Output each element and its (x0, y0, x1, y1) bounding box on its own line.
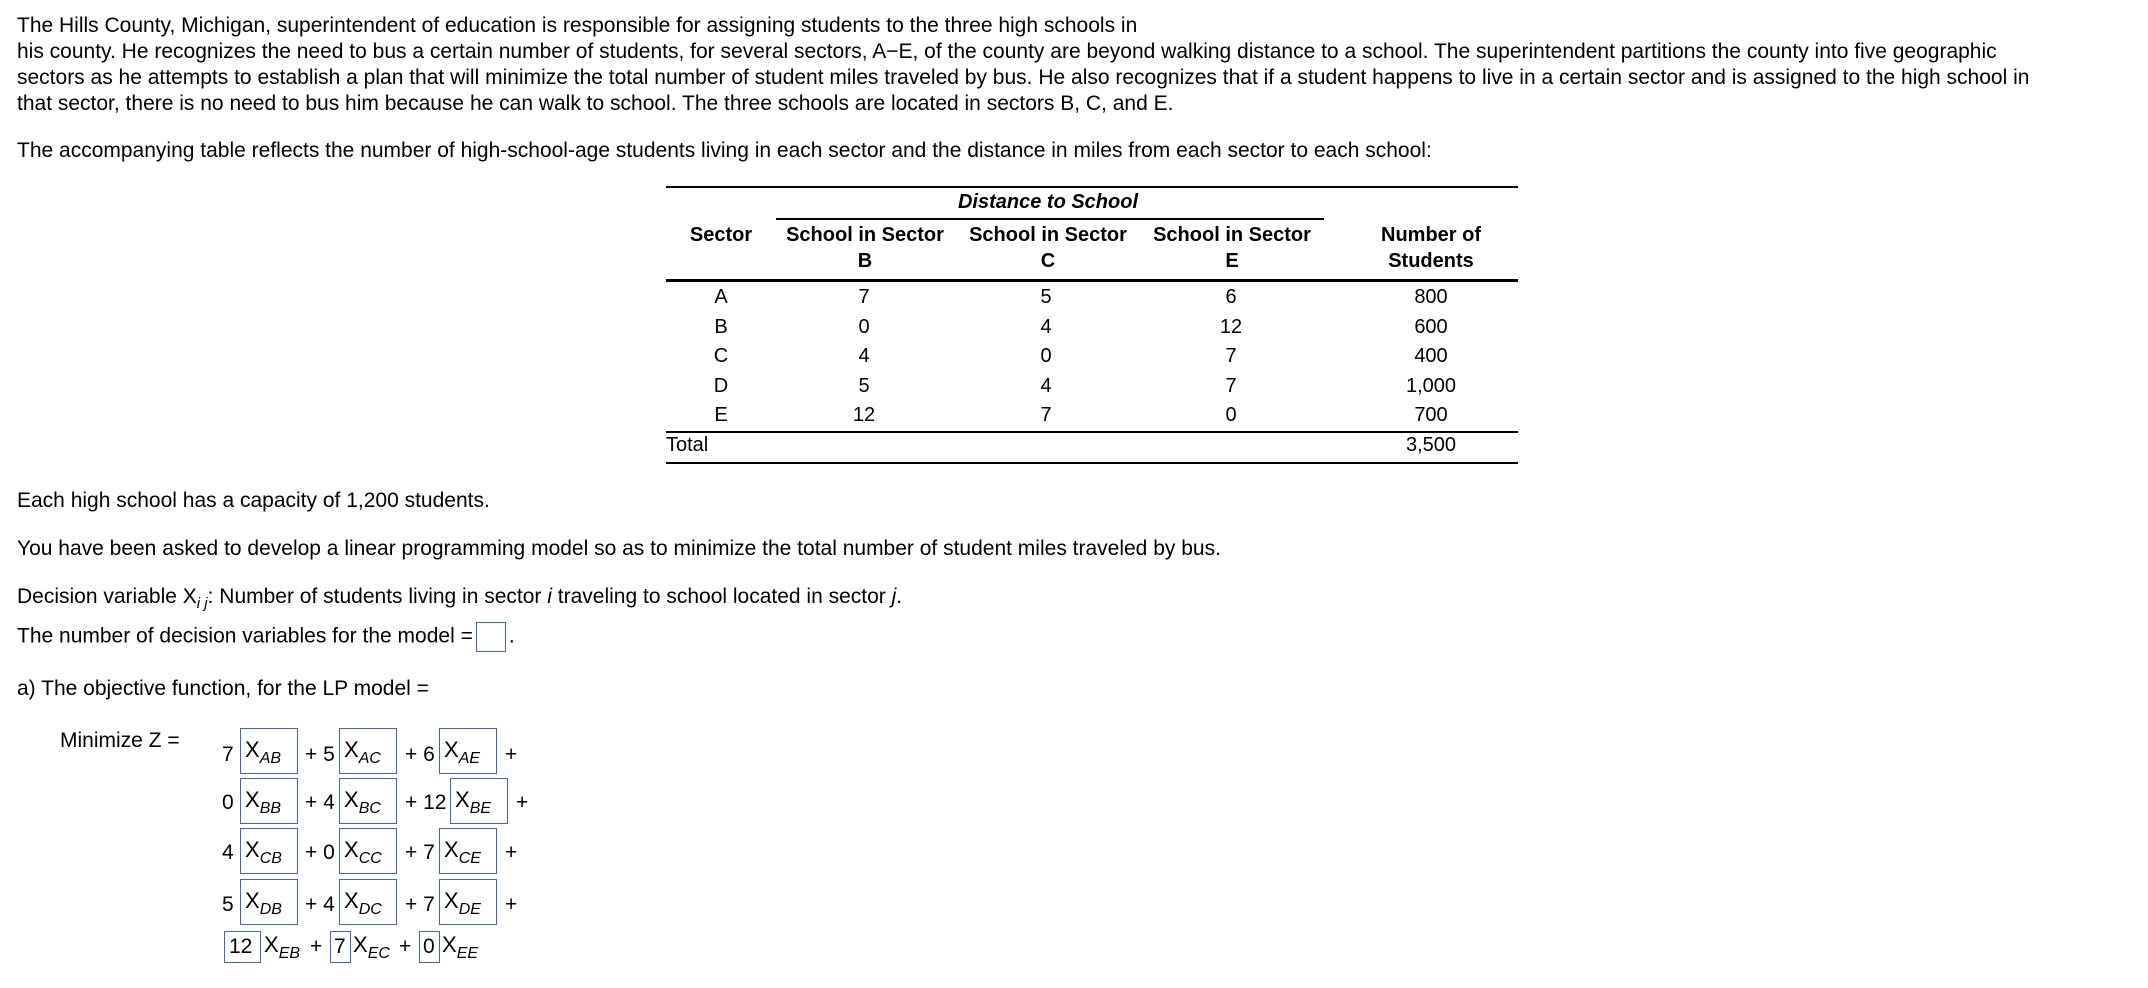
var-box-BC[interactable]: $X_{BC}$ (339, 778, 397, 824)
num-variables-row: The number of decision variables for the model = . (17, 622, 515, 652)
problem-intro (17, 13, 2137, 117)
cell-sector: E (714, 404, 728, 426)
var-box-DB[interactable]: $X_{DB}$ (240, 879, 298, 925)
cell-dist-c: 4 (1040, 316, 1052, 338)
cell-dist-e: 7 (1225, 345, 1237, 367)
cell-sector: D (713, 375, 729, 397)
coef-BB: 0 (222, 791, 234, 814)
table-intro: The accompanying table reflects the number of high-school-age students living in each sector and the distance in miles from each sector to each school: (17, 139, 1432, 162)
school-e-header: School in Sector E (1153, 224, 1311, 272)
cell-dist-e: 6 (1225, 286, 1237, 308)
cell-dist-e: 12 (1219, 316, 1243, 338)
plus-sign: + (505, 743, 518, 766)
plus-sign: + (505, 893, 518, 916)
decision-variable-definition: Decision variable $X_{i j}$: Number of students living in sector i traveling to school located in sector j. (17, 585, 903, 613)
cell-students: 1,000 (1405, 375, 1457, 397)
cell-sector: A (714, 286, 728, 308)
var-box-AC[interactable]: $X_{AC}$ (339, 728, 397, 774)
total-label: Total (666, 434, 709, 456)
var-EC: $X_{EC}$ (353, 932, 390, 962)
cell-dist-c: 4 (1040, 375, 1052, 397)
capacity-text: Each high school has a capacity of 1,200 students. (17, 489, 490, 512)
var-box-BB[interactable]: $X_{BB}$ (240, 778, 298, 824)
coef-AE: + 6 (405, 743, 435, 766)
table-top-rule (666, 186, 1518, 188)
var-box-AE[interactable]: $X_{AE}$ (439, 728, 497, 774)
num-variables-input[interactable] (476, 622, 506, 652)
cell-dist-c: 7 (1040, 404, 1052, 426)
students-header: Number of Students (1381, 224, 1481, 272)
school-b-header: School in Sector B (786, 224, 944, 272)
table-bottom-rule (666, 462, 1518, 464)
coef-CC: + 0 (305, 841, 335, 864)
cell-students: 600 (1414, 316, 1448, 338)
intro-line: that sector, there is no need to bus him because he can walk to school. The three schools are located in sectors B, C, and E. (17, 92, 1174, 115)
objective-function (0, 720, 700, 980)
task-text: You have been asked to develop a linear programming model so as to minimize the total number of student miles traveled by bus. (17, 537, 1221, 560)
intro-line: The Hills County, Michigan, superintendent of education is responsible for assigning students to the three high schools in (17, 14, 1138, 37)
plus-sign: + (399, 935, 412, 958)
coef-DE: + 7 (405, 893, 435, 916)
header-rule (666, 279, 1518, 282)
coef-box-EE[interactable]: 0 (419, 931, 440, 963)
coef-BC: + 4 (305, 791, 335, 814)
intro-line: sectors as he attempts to establish a plan that will minimize the total number of student miles traveled by bus. He also recognizes that if a student happens to live in a certain sector and is assigned to the high school in (17, 66, 2030, 89)
plus-sign: + (516, 791, 529, 814)
cell-students: 400 (1414, 345, 1448, 367)
coef-DC: + 4 (305, 893, 335, 916)
var-EE: $X_{EE}$ (442, 932, 479, 962)
coef-CB: 4 (222, 841, 234, 864)
var-box-DE[interactable]: $X_{DE}$ (439, 879, 497, 925)
distance-table (666, 186, 1518, 464)
cell-sector: B (714, 316, 728, 338)
var-box-CC[interactable]: $X_{CC}$ (339, 828, 397, 874)
var-box-AB[interactable]: $X_{AB}$ (240, 728, 298, 774)
num-variables-label: The number of decision variables for the model = (17, 624, 473, 648)
cell-dist-b: 0 (858, 316, 870, 338)
cell-dist-b: 5 (858, 375, 870, 397)
group-header-rule (776, 218, 1324, 220)
cell-dist-e: 0 (1225, 404, 1237, 426)
school-c-header: School in Sector C (969, 224, 1127, 272)
distance-group-header: Distance to School (957, 191, 1139, 213)
cell-dist-b: 7 (858, 286, 870, 308)
cell-dist-b: 12 (852, 404, 876, 426)
cell-dist-c: 5 (1040, 286, 1052, 308)
cell-dist-c: 0 (1040, 345, 1052, 367)
var-box-CE[interactable]: $X_{CE}$ (439, 828, 497, 874)
sector-column-header: Sector (689, 224, 753, 246)
cell-dist-e: 7 (1225, 375, 1237, 397)
total-value: 3,500 (1405, 434, 1457, 456)
coef-CE: + 7 (405, 841, 435, 864)
plus-sign: + (505, 841, 518, 864)
coef-box-EC[interactable]: 7 (330, 931, 351, 963)
coef-AC: + 5 (305, 743, 335, 766)
coef-DB: 5 (222, 893, 234, 916)
var-box-DC[interactable]: $X_{DC}$ (339, 879, 397, 925)
var-box-BE[interactable]: $X_{BE}$ (450, 778, 508, 824)
cell-sector: C (713, 345, 729, 367)
cell-students: 800 (1414, 286, 1448, 308)
coef-AB: 7 (222, 743, 234, 766)
plus-sign: + (310, 935, 323, 958)
cell-students: 700 (1414, 404, 1448, 426)
intro-line: his county. He recognizes the need to bus a certain number of students, for several sectors, A−E, of the county are beyond walking distance to a school. The superintendent partitions the county into five geographic (17, 40, 1997, 63)
objective-label: a) The objective function, for the LP model = (17, 677, 429, 700)
var-EB: $X_{EB}$ (264, 932, 301, 962)
coef-BE: + 12 (405, 791, 447, 814)
cell-dist-b: 4 (858, 345, 870, 367)
minimize-label: Minimize Z = (60, 729, 180, 752)
var-box-CB[interactable]: $X_{CB}$ (240, 828, 298, 874)
coef-box-EB[interactable]: 12 (224, 931, 261, 963)
